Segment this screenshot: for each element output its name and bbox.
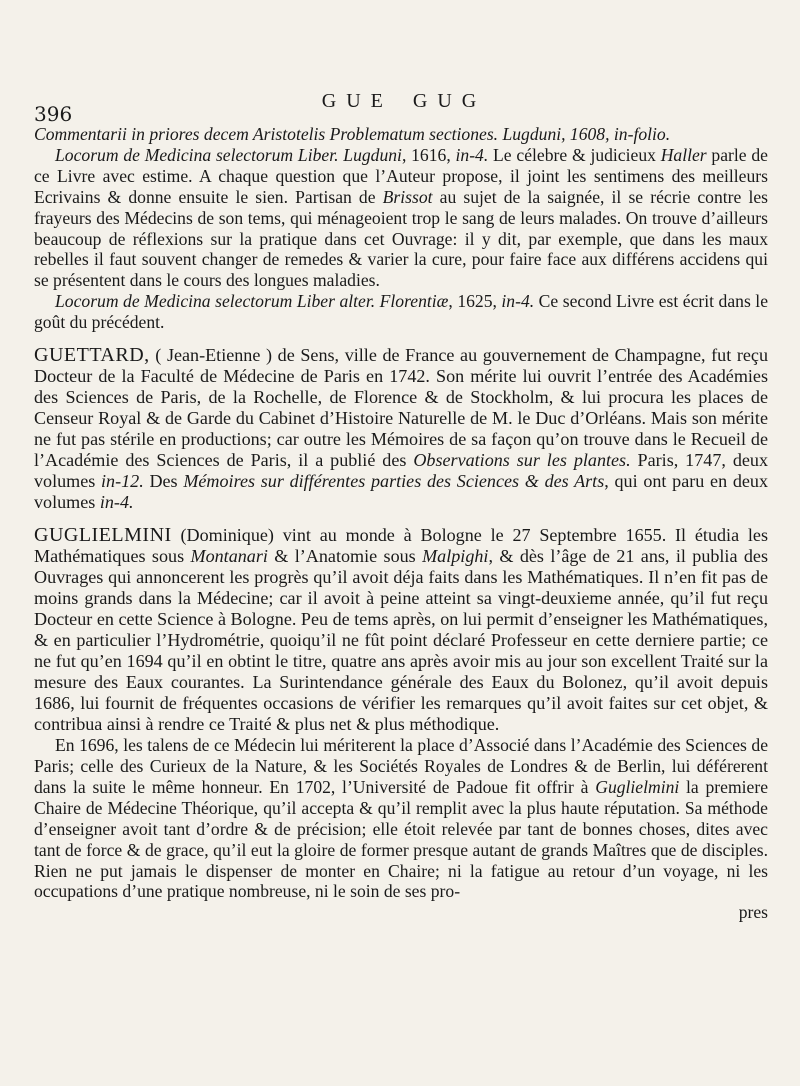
title-locorum-1: Locorum de Medicina selectorum Liber. Lugduni	[55, 144, 402, 165]
name-guglielmini: Guglielmini	[595, 776, 680, 797]
text-span: , & dès l’âge de 21 ans, il publia des Ouvrages qui annoncerent les progrès qu’il avoit déja faits dans les Mathématiques. Il n’en fit pas de moins grands dans la Médecine; car il avoit à peine atteint sa vingt-deuxieme année, qu’il fut reçu Docteur en cette Science à Bologne. Peu de tems après, on lui permit d’enseigner les Mathématiques, & en particulier l’Hydrométrie, quoiqu’il ne fût point déclaré Professeur en cette derniere partie; ce ne fut qu’en 1694 qu’il en obtint le titre, quatre ans après avoir mis au jour son excellent Traité sur la mesure des Eaux courantes. La Surintendance générale des Eaux du Bolonez, qu’il avoit depuis 1686, lui fournit de fréquentes occasions de vérifier les remarques qu’il avoit faites sur cet objet, & contribua ainsi à rendre ce Traité & plus net & plus méthodique.	[34, 546, 768, 735]
entry-guettard	[34, 345, 768, 513]
title-commentarii: Commentarii in priores decem Aristotelis Problematum sectiones. Lugduni, 1608, in-folio.	[34, 124, 671, 144]
page-header	[34, 88, 774, 126]
text-span: Ce second Livre est écrit dans le goût du précédent.	[34, 291, 768, 333]
paragraph-locorum-2	[34, 291, 768, 333]
name-haller: Haller	[660, 144, 707, 165]
entry-guglielmini	[34, 525, 768, 735]
catchword: pres	[738, 902, 768, 923]
name-brissot: Brissot	[382, 186, 433, 207]
title-observations: Observations sur les plantes.	[413, 450, 631, 471]
paragraph-locorum-1	[34, 145, 768, 291]
running-head-left: GUE	[321, 90, 393, 112]
text-span: , 1616,	[401, 144, 456, 165]
text-span: Le célebre & judicieux	[488, 144, 661, 165]
format-italic: in-4.	[99, 492, 134, 513]
format-italic: in-4.	[455, 144, 489, 165]
paragraph-guglielmini-2	[34, 735, 768, 902]
text-span: & l’Anatomie sous	[267, 546, 423, 567]
text-span: Paris, 1747, deux volumes	[34, 450, 768, 492]
name-malpighi: Malpighi	[422, 546, 489, 567]
running-head-right: GUG	[412, 90, 487, 112]
text-span: parle de ce Livre avec estime. A chaque question que l’Auteur propose, il joint les sentimens des meilleurs Ecrivains & donne ensuite le sien. Partisan de	[34, 144, 768, 207]
page-body	[34, 124, 768, 923]
paragraph-commentarii	[34, 124, 768, 145]
text-span: , 1625,	[448, 291, 502, 312]
entry-name-guglielmini: GUGLIELMINI	[34, 524, 172, 547]
text-span: ( Jean-Etienne ) de Sens, ville de France au gouvernement de Champagne, fut reçu Docteur de la Faculté de Médecine de Paris en 1742. Son mérite lui ouvrit l’entrée des Académies des Sciences de Paris, de la Rochelle, de Florence & de Stockholm, & lui procura les places de Censeur Royal & de Garde du Cabinet d’Histoire Naturelle de M. le Duc d’Orléans. Mais son mérite ne fut pas stérile en productions; car outre les Mémoires de sa façon qu’on trouve dans le Recueil de l’Académie des Sciences de Paris, il a publié des	[34, 345, 768, 471]
text-span: au sujet de la saignée, il se récrie contre les frayeurs des Médecins de son tems, qui ménageoient trop le sang de leurs malades. On trouve d’ailleurs beaucoup de réflexions sur la pratique dans cet Ouvrage: il y dit, par exemple, que dans les maux rebelles il faut souvent changer de remedes & varier la cure, pour faire face aux différens accidens qui se présentent dans le cours des longues maladies.	[34, 186, 768, 291]
text-span: (Dominique) vint au monde à Bologne le 27 Septembre 1655. Il étudia les Mathématiques sous	[34, 525, 768, 567]
text-span: En 1696, les talens de ce Médecin lui mériterent la place d’Associé dans l’Académie des Sciences de Paris; celle des Curieux de la Nature, & les Sociétés Royales de Londres & de Berlin, lui déférerent dans la suite le même honneur. En 1702, l’Université de Padoue fit offrir à	[34, 735, 768, 797]
format-italic: in-12.	[101, 471, 144, 492]
title-memoires: Mémoires sur différentes parties des Sciences & des Arts	[183, 471, 605, 492]
text-span: Des	[143, 471, 184, 492]
format-italic: in-4.	[501, 291, 535, 312]
name-montanari: Montanari	[190, 546, 268, 567]
text-span: la premiere Chaire de Médecine Théorique, qu’il accepta & qu’il remplit avec la plus haute réputation. Sa méthode d’enseigner avoit tant d’ordre & de précision; elle étoit relevée par tant de bonnes choses, dites avec tant de force & de grace, qu’il eut la gloire de former presque autant de grands Maîtres que de disciples. Rien ne put jamais le dispenser de monter en Chaire; ni la fatigue au retour d’un voyage, ni les occupations d’une pratique nombreuse, ni le soin de ses pro-	[34, 776, 769, 902]
text-span: , qui ont paru en deux volumes	[34, 471, 768, 513]
title-locorum-2: Locorum de Medicina selectorum Liber alter. Florentiæ	[55, 291, 449, 312]
running-head	[34, 90, 774, 113]
page-number: 396	[34, 102, 73, 126]
entry-name-guettard: GUETTARD,	[34, 344, 150, 367]
